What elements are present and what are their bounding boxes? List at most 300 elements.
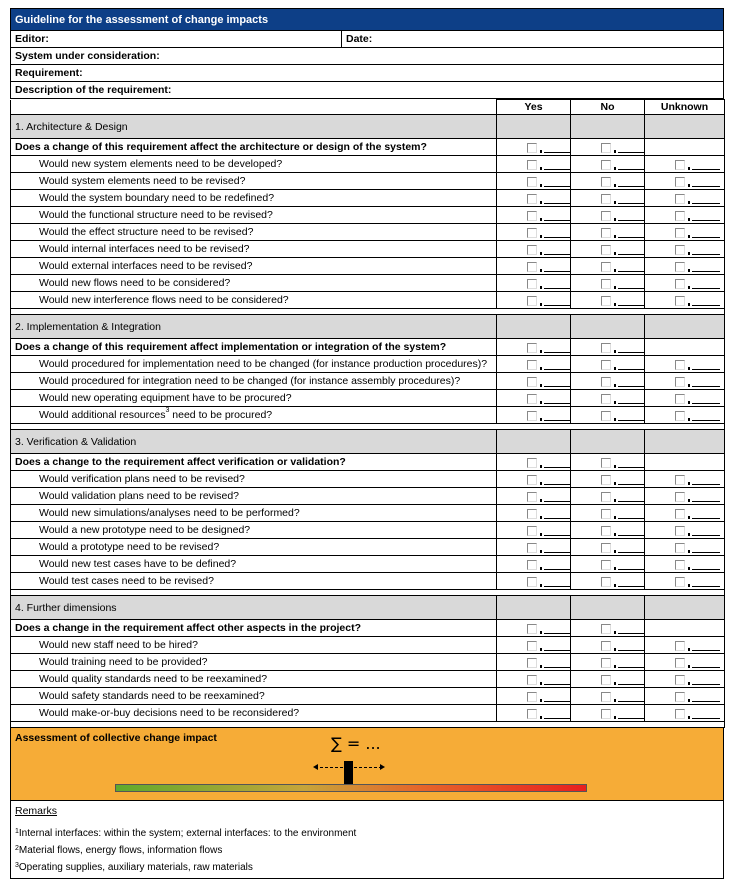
checkbox-box[interactable] xyxy=(601,279,611,289)
footnote-ref: 3 xyxy=(165,407,170,414)
unknown-checkbox[interactable] xyxy=(675,158,720,170)
checkbox-box[interactable] xyxy=(675,160,685,170)
checkbox-line[interactable] xyxy=(692,650,720,651)
checkbox-dot xyxy=(614,550,616,553)
yes-checkbox[interactable] xyxy=(527,392,571,404)
unknown-cell xyxy=(645,454,725,471)
checkbox-dot xyxy=(614,401,616,404)
checkbox-line[interactable] xyxy=(544,650,571,651)
section-header-cell xyxy=(497,596,571,620)
checkbox-box[interactable] xyxy=(601,709,611,719)
checkbox-box[interactable] xyxy=(527,394,537,404)
no-checkbox[interactable] xyxy=(601,277,645,289)
checkbox-dot xyxy=(540,682,542,685)
checkbox-line[interactable] xyxy=(544,152,571,153)
unknown-checkbox[interactable] xyxy=(675,409,720,421)
impact-gradient-bar[interactable] xyxy=(115,784,587,792)
checkbox-box[interactable] xyxy=(527,624,537,634)
checkbox-line[interactable] xyxy=(544,169,571,170)
unknown-checkbox[interactable] xyxy=(675,558,720,570)
checkbox-line[interactable] xyxy=(544,369,571,370)
checkbox-line[interactable] xyxy=(692,403,720,404)
checkbox-box[interactable] xyxy=(675,177,685,187)
checkbox-box[interactable] xyxy=(601,458,611,468)
checkbox-box[interactable] xyxy=(601,692,611,702)
checkbox-dot xyxy=(540,533,542,536)
checkbox-box[interactable] xyxy=(527,411,537,421)
checkbox-box[interactable] xyxy=(601,411,611,421)
checkbox-dot xyxy=(614,303,616,306)
no-checkbox[interactable] xyxy=(601,192,645,204)
checkbox-box[interactable] xyxy=(601,560,611,570)
checkbox-line[interactable] xyxy=(618,271,645,272)
sub-question-row xyxy=(11,356,725,373)
checkbox-box[interactable] xyxy=(601,624,611,634)
remark-note xyxy=(15,825,723,842)
checkbox-box[interactable] xyxy=(601,228,611,238)
checkbox-line[interactable] xyxy=(618,305,645,306)
checkbox-box[interactable] xyxy=(675,394,685,404)
no-checkbox[interactable] xyxy=(601,707,645,719)
checkbox-line[interactable] xyxy=(618,552,645,553)
checkbox-line[interactable] xyxy=(692,369,720,370)
yes-checkbox[interactable] xyxy=(527,575,571,587)
checkbox-line[interactable] xyxy=(618,369,645,370)
no-cell xyxy=(571,705,645,722)
unknown-checkbox[interactable] xyxy=(675,473,720,485)
yes-checkbox[interactable] xyxy=(527,490,571,502)
checkbox-line[interactable] xyxy=(544,254,571,255)
checkbox-line[interactable] xyxy=(544,535,571,536)
checkbox-box[interactable] xyxy=(675,658,685,668)
checkbox-box[interactable] xyxy=(675,475,685,485)
no-checkbox[interactable] xyxy=(601,690,645,702)
checkbox-box[interactable] xyxy=(527,577,537,587)
checkbox-box[interactable] xyxy=(675,509,685,519)
no-checkbox[interactable] xyxy=(601,294,645,306)
checkbox-box[interactable] xyxy=(527,641,537,651)
unknown-checkbox[interactable] xyxy=(675,260,720,272)
checkbox-line[interactable] xyxy=(618,518,645,519)
no-checkbox[interactable] xyxy=(601,656,645,668)
checkbox-line[interactable] xyxy=(692,420,720,421)
checkbox-line[interactable] xyxy=(544,552,571,553)
checkbox-dot xyxy=(540,584,542,587)
sub-question: Would internal interfaces need to be revised? xyxy=(11,241,497,258)
requirement-label: Requirement: xyxy=(15,67,83,79)
requirement-row xyxy=(10,65,724,82)
checkbox-box[interactable] xyxy=(675,262,685,272)
checkbox-box[interactable] xyxy=(675,377,685,387)
checkbox-dot xyxy=(614,516,616,519)
checkbox-box[interactable] xyxy=(601,262,611,272)
yes-checkbox[interactable] xyxy=(527,243,571,255)
checkbox-box[interactable] xyxy=(527,343,537,353)
yes-checkbox[interactable] xyxy=(527,226,571,238)
note-number: 2 xyxy=(15,845,19,852)
unknown-checkbox[interactable] xyxy=(675,690,720,702)
column-header-row xyxy=(11,100,725,115)
checkbox-line[interactable] xyxy=(618,650,645,651)
checkbox-box[interactable] xyxy=(601,194,611,204)
yes-checkbox[interactable] xyxy=(527,375,571,387)
checkbox-box[interactable] xyxy=(527,228,537,238)
no-cell xyxy=(571,522,645,539)
no-checkbox[interactable] xyxy=(601,639,645,651)
checkbox-line[interactable] xyxy=(692,501,720,502)
checkbox-line[interactable] xyxy=(544,203,571,204)
checkbox-line[interactable] xyxy=(692,586,720,587)
checkbox-box[interactable] xyxy=(527,692,537,702)
section-title: 3. Verification & Validation xyxy=(11,430,497,454)
unknown-checkbox[interactable] xyxy=(675,490,720,502)
no-checkbox[interactable] xyxy=(601,358,645,370)
checkbox-line[interactable] xyxy=(544,586,571,587)
checkbox-line[interactable] xyxy=(544,467,571,468)
unknown-checkbox[interactable] xyxy=(675,507,720,519)
sub-question: Would quality standards need to be reexamined? xyxy=(11,671,497,688)
yes-checkbox[interactable] xyxy=(527,507,571,519)
checkbox-line[interactable] xyxy=(544,633,571,634)
note-number: 3 xyxy=(15,862,19,869)
collective-impact-panel xyxy=(10,728,724,801)
checkbox-dot xyxy=(614,648,616,651)
checkbox-box[interactable] xyxy=(675,560,685,570)
checkbox-box[interactable] xyxy=(675,709,685,719)
main-question-row xyxy=(11,620,725,637)
checkbox-box[interactable] xyxy=(527,296,537,306)
checkbox-line[interactable] xyxy=(544,288,571,289)
checkbox-box[interactable] xyxy=(527,377,537,387)
yes-checkbox[interactable] xyxy=(527,175,571,187)
checkbox-box[interactable] xyxy=(601,509,611,519)
checkbox-line[interactable] xyxy=(544,518,571,519)
checkbox-box[interactable] xyxy=(675,245,685,255)
no-checkbox[interactable] xyxy=(601,673,645,685)
checkbox-line[interactable] xyxy=(618,718,645,719)
checkbox-line[interactable] xyxy=(618,501,645,502)
checkbox-line[interactable] xyxy=(692,288,720,289)
checkbox-line[interactable] xyxy=(692,701,720,702)
yes-checkbox[interactable] xyxy=(527,707,571,719)
checkbox-line[interactable] xyxy=(618,667,645,668)
no-checkbox[interactable] xyxy=(601,141,645,153)
no-checkbox[interactable] xyxy=(601,409,645,421)
checkbox-line[interactable] xyxy=(692,169,720,170)
checkbox-box[interactable] xyxy=(601,641,611,651)
checkbox-box[interactable] xyxy=(601,360,611,370)
checkbox-box[interactable] xyxy=(527,509,537,519)
checkbox-box[interactable] xyxy=(601,577,611,587)
checkbox-line[interactable] xyxy=(618,684,645,685)
arrow-right-line xyxy=(354,767,382,768)
checkbox-line[interactable] xyxy=(544,684,571,685)
sub-question: Would validation plans need to be revised? xyxy=(11,488,497,505)
checkbox-line[interactable] xyxy=(692,569,720,570)
checkbox-line[interactable] xyxy=(618,237,645,238)
checkbox-line[interactable] xyxy=(544,305,571,306)
checkbox-box[interactable] xyxy=(527,709,537,719)
no-checkbox[interactable] xyxy=(601,375,645,387)
no-checkbox[interactable] xyxy=(601,622,645,634)
checkbox-line[interactable] xyxy=(618,484,645,485)
unknown-cell xyxy=(645,471,725,488)
checkbox-line[interactable] xyxy=(692,237,720,238)
sub-question-row xyxy=(11,573,725,590)
checkbox-line[interactable] xyxy=(544,220,571,221)
checkbox-box[interactable] xyxy=(601,543,611,553)
checkbox-box[interactable] xyxy=(527,526,537,536)
no-checkbox[interactable] xyxy=(601,243,645,255)
yes-checkbox[interactable] xyxy=(527,141,571,153)
yes-cell xyxy=(497,339,571,356)
checkbox-box[interactable] xyxy=(601,492,611,502)
no-checkbox[interactable] xyxy=(601,575,645,587)
checkbox-line[interactable] xyxy=(544,718,571,719)
checkbox-box[interactable] xyxy=(527,177,537,187)
yes-checkbox[interactable] xyxy=(527,409,571,421)
checkbox-line[interactable] xyxy=(692,254,720,255)
impact-slider-handle[interactable] xyxy=(344,761,353,785)
no-checkbox[interactable] xyxy=(601,456,645,468)
yes-checkbox[interactable] xyxy=(527,260,571,272)
checkbox-line[interactable] xyxy=(544,484,571,485)
unknown-cell xyxy=(645,275,725,292)
checkbox-line[interactable] xyxy=(544,237,571,238)
yes-checkbox[interactable] xyxy=(527,158,571,170)
yes-checkbox[interactable] xyxy=(527,541,571,553)
checkbox-line[interactable] xyxy=(544,501,571,502)
checkbox-box[interactable] xyxy=(601,526,611,536)
yes-checkbox[interactable] xyxy=(527,524,571,536)
checkbox-box[interactable] xyxy=(601,658,611,668)
checkbox-line[interactable] xyxy=(692,684,720,685)
no-checkbox[interactable] xyxy=(601,558,645,570)
checkbox-line[interactable] xyxy=(618,169,645,170)
unknown-cell xyxy=(645,654,725,671)
unknown-checkbox[interactable] xyxy=(675,358,720,370)
unknown-checkbox[interactable] xyxy=(675,575,720,587)
yes-checkbox[interactable] xyxy=(527,622,571,634)
checkbox-line[interactable] xyxy=(544,352,571,353)
sub-question-row xyxy=(11,522,725,539)
checkbox-box[interactable] xyxy=(675,526,685,536)
checkbox-line[interactable] xyxy=(544,420,571,421)
unknown-checkbox[interactable] xyxy=(675,226,720,238)
checkbox-line[interactable] xyxy=(618,220,645,221)
unknown-checkbox[interactable] xyxy=(675,243,720,255)
section-gap xyxy=(11,722,725,728)
checkbox-box[interactable] xyxy=(527,543,537,553)
checkbox-box[interactable] xyxy=(601,211,611,221)
unknown-checkbox[interactable] xyxy=(675,294,720,306)
checkbox-line[interactable] xyxy=(692,718,720,719)
no-checkbox[interactable] xyxy=(601,392,645,404)
checkbox-box[interactable] xyxy=(527,675,537,685)
checkbox-box[interactable] xyxy=(675,577,685,587)
checkbox-box[interactable] xyxy=(601,377,611,387)
no-cell xyxy=(571,620,645,637)
checkbox-line[interactable] xyxy=(618,569,645,570)
checkbox-line[interactable] xyxy=(618,186,645,187)
checkbox-line[interactable] xyxy=(618,586,645,587)
checkbox-box[interactable] xyxy=(675,641,685,651)
note-text: Material flows, energy flows, information flows xyxy=(18,845,223,856)
no-checkbox[interactable] xyxy=(601,175,645,187)
sub-question-row xyxy=(11,207,725,224)
checkbox-line[interactable] xyxy=(544,186,571,187)
yes-checkbox[interactable] xyxy=(527,294,571,306)
checkbox-line[interactable] xyxy=(618,420,645,421)
checkbox-box[interactable] xyxy=(601,675,611,685)
checkbox-box[interactable] xyxy=(527,245,537,255)
checkbox-line[interactable] xyxy=(618,467,645,468)
yes-checkbox[interactable] xyxy=(527,639,571,651)
checkbox-line[interactable] xyxy=(544,701,571,702)
no-checkbox[interactable] xyxy=(601,507,645,519)
checkbox-line[interactable] xyxy=(544,569,571,570)
no-checkbox[interactable] xyxy=(601,524,645,536)
checkbox-line[interactable] xyxy=(618,152,645,153)
checkbox-line[interactable] xyxy=(692,535,720,536)
checkbox-line[interactable] xyxy=(618,403,645,404)
checkbox-box[interactable] xyxy=(527,475,537,485)
no-checkbox[interactable] xyxy=(601,260,645,272)
checkbox-box[interactable] xyxy=(675,296,685,306)
unknown-checkbox[interactable] xyxy=(675,524,720,536)
checkbox-line[interactable] xyxy=(618,633,645,634)
yes-checkbox[interactable] xyxy=(527,558,571,570)
unknown-checkbox[interactable] xyxy=(675,192,720,204)
checkbox-line[interactable] xyxy=(618,288,645,289)
yes-checkbox[interactable] xyxy=(527,358,571,370)
checkbox-box[interactable] xyxy=(675,279,685,289)
checkbox-box[interactable] xyxy=(527,492,537,502)
no-checkbox[interactable] xyxy=(601,209,645,221)
checkbox-line[interactable] xyxy=(618,352,645,353)
checkbox-line[interactable] xyxy=(692,518,720,519)
checkbox-dot xyxy=(614,533,616,536)
yes-checkbox[interactable] xyxy=(527,192,571,204)
checkbox-box[interactable] xyxy=(527,262,537,272)
unknown-checkbox[interactable] xyxy=(675,277,720,289)
no-checkbox[interactable] xyxy=(601,541,645,553)
checkbox-box[interactable] xyxy=(675,543,685,553)
no-checkbox[interactable] xyxy=(601,341,645,353)
unknown-checkbox[interactable] xyxy=(675,175,720,187)
checkbox-box[interactable] xyxy=(601,177,611,187)
unknown-checkbox[interactable] xyxy=(675,375,720,387)
checkbox-box[interactable] xyxy=(601,296,611,306)
checkbox-box[interactable] xyxy=(527,458,537,468)
checkbox-line[interactable] xyxy=(544,667,571,668)
checkbox-dot xyxy=(688,682,690,685)
checkbox-line[interactable] xyxy=(544,403,571,404)
checkbox-line[interactable] xyxy=(618,386,645,387)
unknown-checkbox[interactable] xyxy=(675,656,720,668)
checkbox-line[interactable] xyxy=(692,271,720,272)
checkbox-dot xyxy=(614,482,616,485)
checkbox-line[interactable] xyxy=(692,484,720,485)
no-cell xyxy=(571,292,645,309)
unknown-checkbox[interactable] xyxy=(675,639,720,651)
sub-question-row xyxy=(11,539,725,556)
no-checkbox[interactable] xyxy=(601,490,645,502)
yes-checkbox[interactable] xyxy=(527,277,571,289)
system-row xyxy=(10,48,724,65)
checkbox-line[interactable] xyxy=(544,386,571,387)
checkbox-line[interactable] xyxy=(618,203,645,204)
yes-checkbox[interactable] xyxy=(527,673,571,685)
yes-checkbox[interactable] xyxy=(527,690,571,702)
checkbox-line[interactable] xyxy=(692,552,720,553)
checkbox-dot xyxy=(688,303,690,306)
checkbox-box[interactable] xyxy=(601,160,611,170)
checkbox-box[interactable] xyxy=(675,692,685,702)
no-checkbox[interactable] xyxy=(601,473,645,485)
checkbox-line[interactable] xyxy=(692,203,720,204)
yes-checkbox[interactable] xyxy=(527,656,571,668)
unknown-checkbox[interactable] xyxy=(675,209,720,221)
checkbox-box[interactable] xyxy=(675,492,685,502)
yes-checkbox[interactable] xyxy=(527,473,571,485)
checkbox-line[interactable] xyxy=(618,254,645,255)
checkbox-box[interactable] xyxy=(527,194,537,204)
checkbox-dot xyxy=(614,699,616,702)
checkbox-box[interactable] xyxy=(601,245,611,255)
checkbox-line[interactable] xyxy=(692,386,720,387)
checkbox-box[interactable] xyxy=(675,675,685,685)
checkbox-box[interactable] xyxy=(675,360,685,370)
checkbox-box[interactable] xyxy=(601,343,611,353)
checkbox-box[interactable] xyxy=(527,160,537,170)
checkbox-box[interactable] xyxy=(527,360,537,370)
checkbox-line[interactable] xyxy=(618,535,645,536)
no-checkbox[interactable] xyxy=(601,158,645,170)
yes-checkbox[interactable] xyxy=(527,209,571,221)
checkbox-box[interactable] xyxy=(675,211,685,221)
checkbox-line[interactable] xyxy=(692,186,720,187)
checkbox-box[interactable] xyxy=(675,411,685,421)
unknown-checkbox[interactable] xyxy=(675,707,720,719)
unknown-checkbox[interactable] xyxy=(675,673,720,685)
checkbox-box[interactable] xyxy=(527,211,537,221)
unknown-checkbox[interactable] xyxy=(675,541,720,553)
checkbox-box[interactable] xyxy=(675,228,685,238)
unknown-checkbox[interactable] xyxy=(675,392,720,404)
main-question-row xyxy=(11,139,725,156)
checkbox-box[interactable] xyxy=(601,394,611,404)
checkbox-box[interactable] xyxy=(527,279,537,289)
yes-checkbox[interactable] xyxy=(527,456,571,468)
sub-question: Would the system boundary need to be redefined? xyxy=(11,190,497,207)
checkbox-line[interactable] xyxy=(692,305,720,306)
yes-checkbox[interactable] xyxy=(527,341,571,353)
checkbox-box[interactable] xyxy=(527,658,537,668)
checkbox-box[interactable] xyxy=(527,143,537,153)
unknown-cell xyxy=(645,390,725,407)
checkbox-line[interactable] xyxy=(544,271,571,272)
checkbox-line[interactable] xyxy=(692,220,720,221)
no-checkbox[interactable] xyxy=(601,226,645,238)
checkbox-box[interactable] xyxy=(675,194,685,204)
checkbox-box[interactable] xyxy=(601,475,611,485)
checkbox-box[interactable] xyxy=(527,560,537,570)
checkbox-line[interactable] xyxy=(618,701,645,702)
checkbox-box[interactable] xyxy=(601,143,611,153)
unknown-cell xyxy=(645,671,725,688)
checkbox-line[interactable] xyxy=(692,667,720,668)
